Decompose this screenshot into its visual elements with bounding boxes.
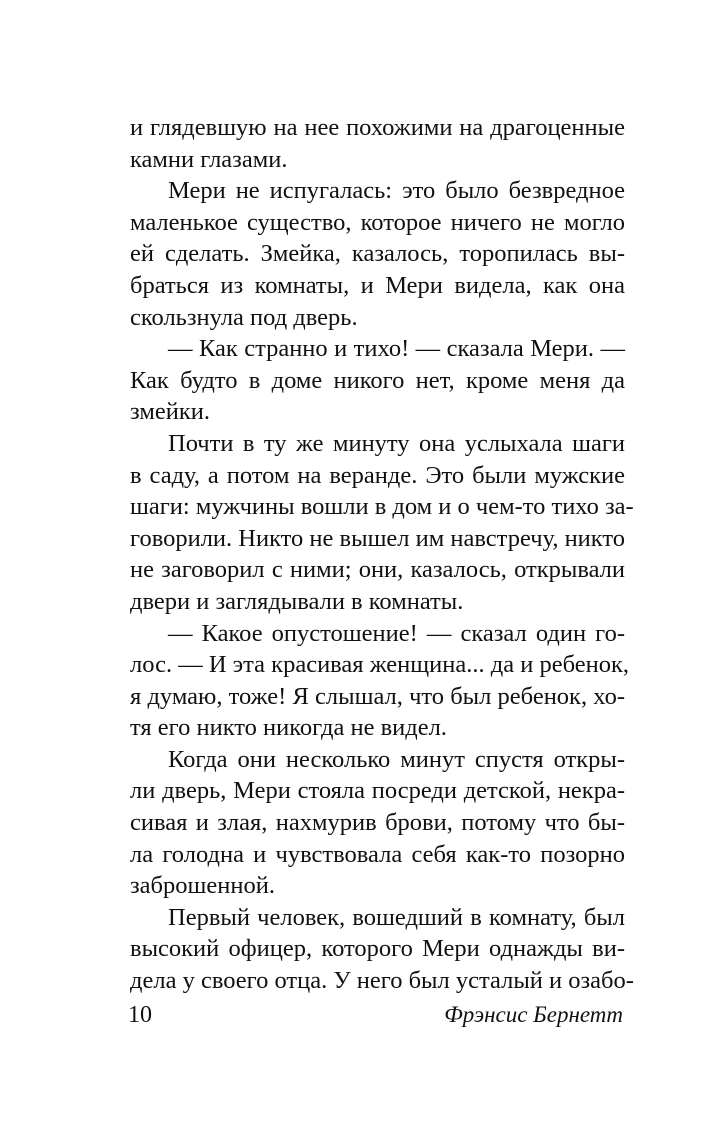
text-line: ла голодна и чувствовала себя как-то позорно	[130, 840, 625, 868]
text-line: Когда они несколько минут спустя откры-	[168, 745, 625, 773]
text-line: дела у своего отца. У него был усталый и озабо-	[130, 967, 634, 995]
text-line: сивая и злая, нахмурив брови, потому что бы-	[130, 809, 625, 837]
text-line: Первый человек, вошедший в комнату, был	[168, 903, 625, 931]
text-line: Почти в ту же минуту она услыхала шаги	[168, 429, 625, 457]
text-line: браться из комнаты, и Мери видела, как она	[130, 271, 625, 299]
text-line: в саду, а потом на веранде. Это были мужские	[130, 461, 625, 489]
text-line: заброшенной.	[130, 872, 275, 900]
text-line: тя его никто никогда не видел.	[130, 714, 447, 742]
text-line: камни глазами.	[130, 145, 288, 173]
text-line: Как будто в доме никого нет, кроме меня да	[130, 366, 625, 394]
text-line: маленькое существо, которое ничего не могло	[130, 208, 625, 236]
text-line: лос. — И эта красивая женщина... да и ребенок,	[130, 651, 629, 679]
text-line: змейки.	[130, 398, 210, 426]
page-number: 10	[128, 1002, 152, 1028]
text-line: высокий офицер, которого Мери однажды ви-	[130, 935, 625, 963]
text-line: говорили. Никто не вышел им навстречу, никто	[130, 524, 626, 552]
text-line: Мери не испугалась: это было безвредное	[168, 177, 625, 205]
text-line: скользнула под дверь.	[130, 303, 358, 331]
text-line: — Как странно и тихо! — сказала Мери. —	[168, 335, 625, 363]
page-body-text	[130, 112, 634, 997]
text-line: шаги: мужчины вошли в дом и о чем-то тихо за-	[130, 493, 634, 521]
text-line: ей сделать. Змейка, казалось, торопилась вы-	[130, 240, 625, 268]
running-footer-author: Фрэнсис Бернетт	[444, 1002, 623, 1027]
text-line: я думаю, тоже! Я слышал, что был ребенок, хо-	[130, 682, 625, 710]
text-line: двери и заглядывали в комнаты.	[130, 587, 464, 615]
text-line: и глядевшую на нее похожими на драгоценные	[130, 114, 625, 141]
text-line: ли дверь, Мери стояла посреди детской, некра-	[130, 777, 625, 805]
text-line: не заговорил с ними; они, казалось, открывали	[130, 556, 625, 584]
text-line: — Какое опустошение! — сказал один го-	[168, 619, 625, 647]
